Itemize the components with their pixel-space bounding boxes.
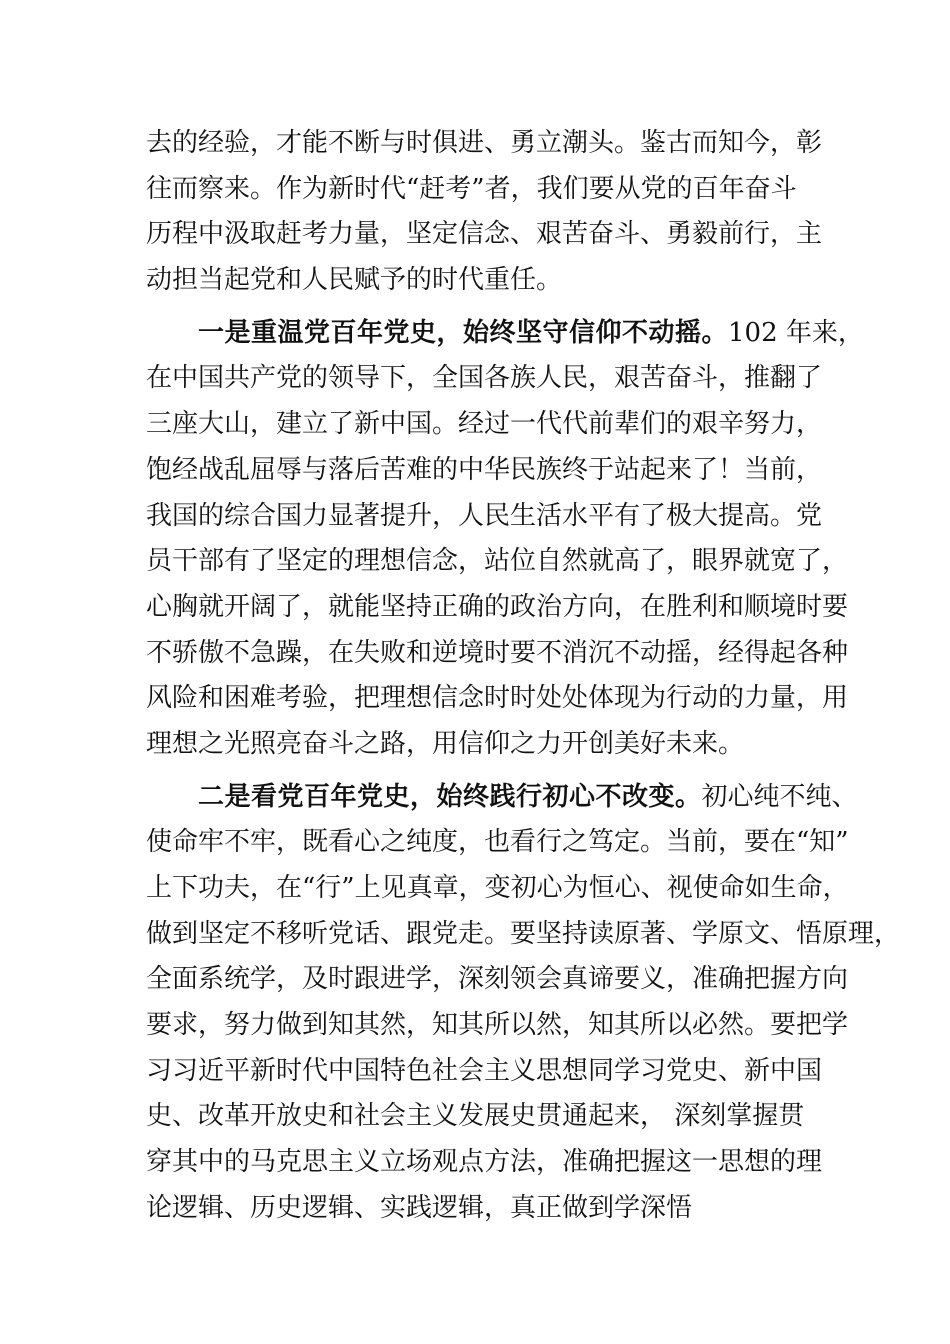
text-line: 三座大山，建立了新中国。经过一代代前辈们的艰辛努力， [146,409,823,440]
text-line: 历程中汲取赶考力量，坚定信念、艰苦奋斗、勇毅前行，主 [146,219,823,250]
text-line: 去的经验，才能不断与时俱进、勇立潮头。鉴古而知今，彰 [146,128,823,158]
text-line: 要求，努力做到知其然，知其所以然，知其所以必然。要把学 [146,1010,849,1041]
section-1-lead-text: 102 年来， [728,317,864,348]
text-line: 不骄傲不急躁，在失败和逆境时要不消沉不动摇，经得起各种 [146,637,849,668]
section-2-first-line [146,775,858,821]
intro-paragraph [146,121,836,304]
text-line: 动担当起党和人民赋予的时代重任。 [146,265,563,296]
text-line: 穿其中的马克思主义立场观点方法，准确把握这一思想的理 [146,1147,823,1178]
text-line: 使命牢不牢，既看心之纯度，也看行之笃定。当前，要在“知” [146,827,849,858]
text-line: 员干部有了坚定的理想信念，站位自然就高了，眼界就宽了， [146,546,849,577]
text-line: 论逻辑、历史逻辑、实践逻辑，真正做到学深悟 [146,1192,693,1223]
section-1-heading: 一是重温党百年党史，始终坚守信仰不动摇。 [198,317,729,348]
section-2-heading: 二是看党百年党史，始终践行初心不改变。 [198,781,702,812]
text-line: 理想之光照亮奋斗之路，用信仰之力开创美好未来。 [146,728,745,759]
section-1-first-line [146,311,864,357]
section-1-paragraph [146,311,864,768]
text-line: 饱经战乱屈辱与落后苦难的中华民族终于站起来了！当前， [146,454,823,485]
section-2-lead-text: 初心纯不纯、 [701,781,858,812]
text-line: 在中国共产党的领导下，全国各族人民，艰苦奋斗，推翻了 [146,363,823,394]
text-line: 史、改革开放史和社会主义发展史贯通起来， 深刻掌握贯 [146,1101,805,1132]
document-body [146,121,901,1232]
text-line: 我国的综合国力显著提升，人民生活水平有了极大提高。党 [146,500,823,531]
text-line: 心胸就开阔了，就能坚持正确的政治方向，在胜利和顺境时要 [146,591,849,622]
text-line: 往而察来。作为新时代“赶考”者，我们要从党的百年奋斗 [146,173,797,204]
text-line: 上下功夫，在“行”上见真章，变初心为恒心、视使命如生命， [146,873,849,903]
text-line: 做到坚定不移听党话、跟党走。要坚持读原著、学原文、悟原理， [146,918,901,949]
text-line: 风险和困难考验，把理想信念时时处处体现为行动的力量，用 [146,683,849,714]
text-line: 全面系统学，及时跟进学，深刻领会真谛要义，准确把握方向 [146,964,849,995]
section-2-paragraph [146,775,901,1232]
text-line: 习习近平新时代中国特色社会主义思想同学习党史、新中国 [146,1055,823,1086]
